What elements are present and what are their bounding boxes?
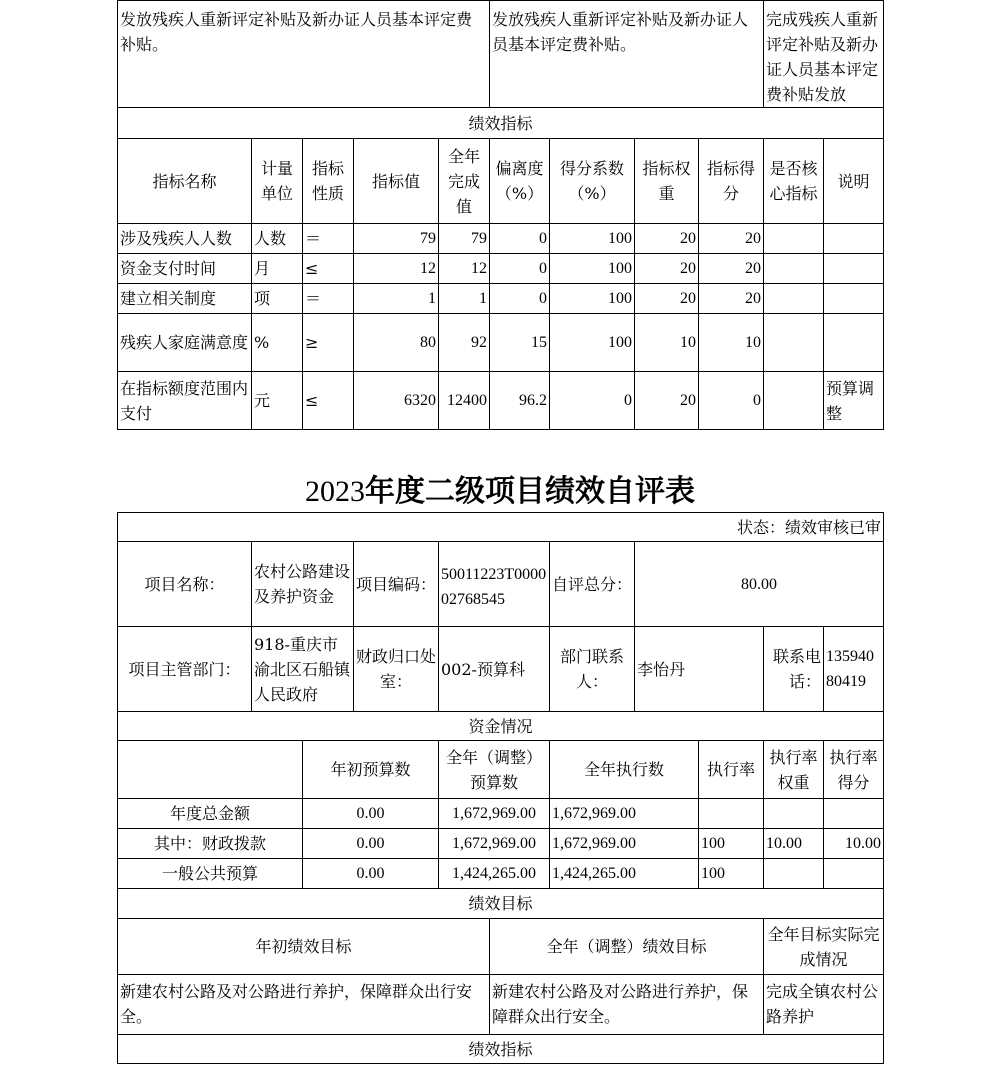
self-score-value: 80.00 — [635, 542, 884, 627]
indicator-coefficient: 100 — [550, 254, 635, 284]
top-header-target: 指标值 — [354, 139, 439, 224]
table-row — [118, 314, 884, 372]
indicator-core — [764, 284, 824, 314]
indicator-deviation: 96.2 — [490, 372, 550, 430]
indicator-coefficient: 100 — [550, 284, 635, 314]
top-header-core: 是否核心指标 — [764, 139, 824, 224]
indicators-section-title: 绩效指标 — [118, 1035, 884, 1064]
top-header-nature: 指标性质 — [303, 139, 354, 224]
project-name-label: 项目名称： — [118, 542, 252, 627]
funds-row-label: 一般公共预算 — [118, 859, 303, 889]
indicator-unit: 项 — [252, 284, 303, 314]
funds-header-rate-score: 执行率得分 — [824, 741, 884, 799]
contact-label: 部门联系人： — [550, 627, 635, 712]
indicator-unit: 人数 — [252, 224, 303, 254]
indicator-done: 79 — [439, 224, 490, 254]
indicator-done: 1 — [439, 284, 490, 314]
indicator-nature: ＝ — [303, 224, 354, 254]
funds-initial: 0.00 — [303, 829, 439, 859]
top-header-done: 全年完成值 — [439, 139, 490, 224]
top-header-coefficient: 得分系数（%） — [550, 139, 635, 224]
funds-header-executed: 全年执行数 — [550, 741, 699, 799]
indicator-note — [824, 224, 884, 254]
funds-adjusted: 1,672,969.00 — [439, 829, 550, 859]
indicator-name: 资金支付时间 — [118, 254, 252, 284]
indicator-deviation: 15 — [490, 314, 550, 372]
indicator-note — [824, 254, 884, 284]
top-goal-adjusted: 发放残疾人重新评定补贴及新办证人员基本评定费补贴。 — [490, 1, 764, 108]
indicator-weight: 20 — [635, 254, 699, 284]
top-section-indicators: 绩效指标 — [118, 108, 884, 139]
funds-rate: 100 — [699, 829, 764, 859]
indicator-coefficient: 100 — [550, 224, 635, 254]
indicator-name: 建立相关制度 — [118, 284, 252, 314]
funds-rate-score: 10.00 — [824, 829, 884, 859]
funds-header-rate: 执行率 — [699, 741, 764, 799]
table-row — [118, 829, 884, 859]
funds-header-blank — [118, 741, 303, 799]
funds-executed: 1,672,969.00 — [550, 799, 699, 829]
funds-header-rate-weight: 执行率权重 — [764, 741, 824, 799]
self-evaluation-table — [117, 512, 884, 1064]
indicator-deviation: 0 — [490, 284, 550, 314]
page-title — [0, 466, 1000, 510]
top-goal-initial: 发放残疾人重新评定补贴及新办证人员基本评定费补贴。 — [118, 1, 490, 108]
project-code-value: 50011223T000002768545 — [439, 542, 550, 627]
indicator-name: 涉及残疾人人数 — [118, 224, 252, 254]
indicator-core — [764, 254, 824, 284]
table-row — [118, 284, 884, 314]
top-header-score: 指标得分 — [699, 139, 764, 224]
top-header-deviation: 偏离度（%） — [490, 139, 550, 224]
indicator-nature: ≥ — [303, 314, 354, 372]
indicator-weight: 20 — [635, 284, 699, 314]
indicator-target: 79 — [354, 224, 439, 254]
indicator-unit: 月 — [252, 254, 303, 284]
finance-office-label: 财政归口处室： — [354, 627, 439, 712]
contact-value: 李怡丹 — [635, 627, 764, 712]
indicator-score: 20 — [699, 224, 764, 254]
project-name-value: 农村公路建设及养护资金 — [252, 542, 354, 627]
table-row — [118, 372, 884, 430]
funds-adjusted: 1,672,969.00 — [439, 799, 550, 829]
indicator-core — [764, 372, 824, 430]
funds-rate-weight — [764, 799, 824, 829]
indicator-score: 10 — [699, 314, 764, 372]
indicator-target: 80 — [354, 314, 439, 372]
funds-rate-score — [824, 799, 884, 829]
indicator-weight: 20 — [635, 372, 699, 430]
table-row — [118, 224, 884, 254]
top-header-note: 说明 — [824, 139, 884, 224]
funds-rate-weight: 10.00 — [764, 829, 824, 859]
indicator-note: 预算调整 — [824, 372, 884, 430]
indicator-core — [764, 314, 824, 372]
goal-adjusted: 新建农村公路及对公路进行养护，保障群众出行安全。 — [490, 975, 764, 1035]
indicator-core — [764, 224, 824, 254]
funds-rate-weight — [764, 859, 824, 889]
funds-section-title: 资金情况 — [118, 712, 884, 741]
phone-value: 13594080419 — [824, 627, 884, 712]
phone-label: 联系电话： — [764, 627, 824, 712]
indicator-done: 92 — [439, 314, 490, 372]
goal-actual: 完成全镇农村公路养护 — [764, 975, 884, 1035]
indicator-deviation: 0 — [490, 254, 550, 284]
dept-label: 项目主管部门： — [118, 627, 252, 712]
funds-adjusted: 1,424,265.00 — [439, 859, 550, 889]
top-header-unit: 计量单位 — [252, 139, 303, 224]
table-row — [118, 799, 884, 829]
top-table — [117, 0, 884, 430]
title-text: 年度二级项目绩效自评表 — [365, 475, 695, 508]
indicator-target: 1 — [354, 284, 439, 314]
top-header-name: 指标名称 — [118, 139, 252, 224]
indicator-target: 6320 — [354, 372, 439, 430]
indicator-note — [824, 314, 884, 372]
funds-initial: 0.00 — [303, 859, 439, 889]
indicator-nature: ≤ — [303, 372, 354, 430]
funds-row-label: 其中：财政拨款 — [118, 829, 303, 859]
status-text: 状态：绩效审核已审 — [118, 513, 884, 542]
indicator-coefficient: 0 — [550, 372, 635, 430]
funds-initial: 0.00 — [303, 799, 439, 829]
indicator-name: 残疾人家庭满意度 — [118, 314, 252, 372]
top-goal-actual: 完成残疾人重新评定补贴及新办证人员基本评定费补贴发放 — [764, 1, 884, 108]
indicator-nature: ≤ — [303, 254, 354, 284]
goal-initial: 新建农村公路及对公路进行养护，保障群众出行安全。 — [118, 975, 490, 1035]
funds-executed: 1,672,969.00 — [550, 829, 699, 859]
indicator-unit: 元 — [252, 372, 303, 430]
goals-header-initial: 年初绩效目标 — [118, 919, 490, 975]
indicator-name: 在指标额度范围内支付 — [118, 372, 252, 430]
top-header-weight: 指标权重 — [635, 139, 699, 224]
funds-header-adjusted: 全年（调整）预算数 — [439, 741, 550, 799]
title-year: 2023 — [305, 475, 365, 508]
indicator-weight: 20 — [635, 224, 699, 254]
goals-header-actual: 全年目标实际完成情况 — [764, 919, 884, 975]
table-row — [118, 859, 884, 889]
indicator-done: 12 — [439, 254, 490, 284]
funds-row-label: 年度总金额 — [118, 799, 303, 829]
project-code-label: 项目编码： — [354, 542, 439, 627]
funds-header-initial: 年初预算数 — [303, 741, 439, 799]
funds-rate — [699, 799, 764, 829]
finance-office-value: 002-预算科 — [439, 627, 550, 712]
indicator-target: 12 — [354, 254, 439, 284]
indicator-unit: % — [252, 314, 303, 372]
indicator-note — [824, 284, 884, 314]
funds-executed: 1,424,265.00 — [550, 859, 699, 889]
goals-section-title: 绩效目标 — [118, 889, 884, 919]
indicator-score: 20 — [699, 284, 764, 314]
indicator-done: 12400 — [439, 372, 490, 430]
indicator-coefficient: 100 — [550, 314, 635, 372]
dept-value: 918-重庆市渝北区石船镇人民政府 — [252, 627, 354, 712]
indicator-deviation: 0 — [490, 224, 550, 254]
indicator-nature: ＝ — [303, 284, 354, 314]
self-score-label: 自评总分： — [550, 542, 635, 627]
indicator-score: 0 — [699, 372, 764, 430]
table-row — [118, 254, 884, 284]
indicator-score: 20 — [699, 254, 764, 284]
funds-rate-score — [824, 859, 884, 889]
funds-rate: 100 — [699, 859, 764, 889]
goals-header-adjusted: 全年（调整）绩效目标 — [490, 919, 764, 975]
indicator-weight: 10 — [635, 314, 699, 372]
